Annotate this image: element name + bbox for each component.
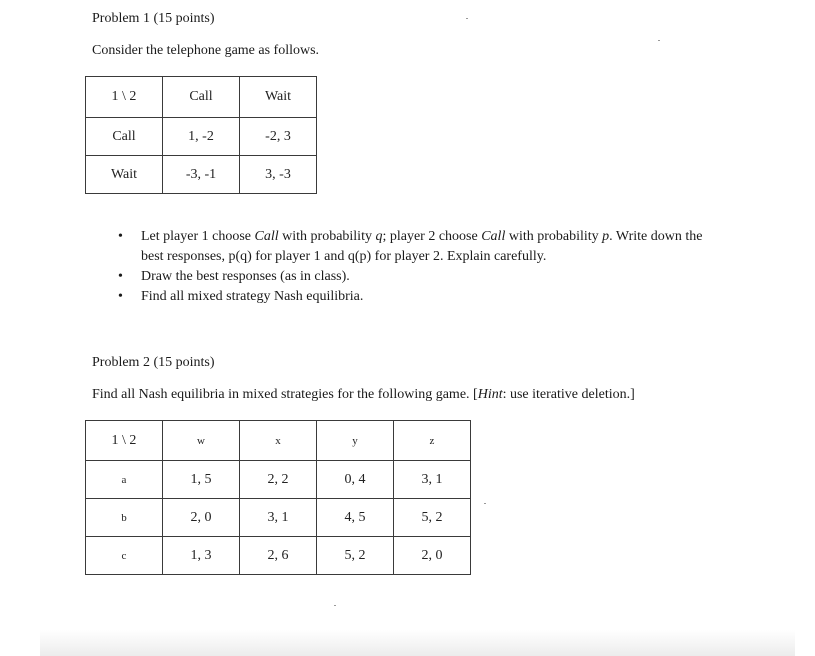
page-bottom-shadow xyxy=(40,630,795,656)
task-text-italic: p xyxy=(602,229,610,244)
task-text: ; player 2 choose xyxy=(382,229,482,244)
column-header-w: w xyxy=(163,421,240,461)
mixed-strategy-game-table xyxy=(85,420,471,575)
payoff-cell: 4, 5 xyxy=(317,499,394,537)
table-row xyxy=(86,118,317,156)
bullet-icon: • xyxy=(118,229,123,244)
telephone-game-table xyxy=(85,76,317,194)
task-text-italic: q xyxy=(375,229,383,244)
scan-speck xyxy=(334,605,336,606)
payoff-cell: 1, -2 xyxy=(163,118,240,156)
row-label-a: a xyxy=(86,461,163,499)
column-header-call: Call xyxy=(163,77,240,118)
task-text: Find all mixed strategy Nash equilibria. xyxy=(141,289,364,304)
column-header-x: x xyxy=(240,421,317,461)
hint-label: Hint xyxy=(477,387,503,402)
list-item xyxy=(118,287,728,307)
payoff-cell: 1, 5 xyxy=(163,461,240,499)
problem1-intro: Consider the telephone game as follows. xyxy=(92,43,320,58)
table-row xyxy=(86,156,317,194)
task-text: Let player 1 choose xyxy=(141,229,255,244)
intro-text: Find all Nash equilibria in mixed strategies for the following game. [ xyxy=(92,387,478,402)
payoff-cell: 5, 2 xyxy=(317,537,394,575)
scan-speck xyxy=(466,18,468,19)
row-label-c: c xyxy=(86,537,163,575)
payoff-cell: 0, 4 xyxy=(317,461,394,499)
intro-text: : use iterative deletion.] xyxy=(502,387,635,402)
scan-speck xyxy=(658,40,660,41)
payoff-cell: 2, 0 xyxy=(163,499,240,537)
payoff-cell: -3, -1 xyxy=(163,156,240,194)
payoff-cell: 2, 6 xyxy=(240,537,317,575)
row-label-b: b xyxy=(86,499,163,537)
task-text: Draw the best responses (as in class). xyxy=(141,269,350,284)
column-header-y: y xyxy=(317,421,394,461)
table-row xyxy=(86,499,471,537)
table-corner-cell: 1 \ 2 xyxy=(86,421,163,461)
table-row xyxy=(86,461,471,499)
scan-speck xyxy=(484,503,486,504)
table-row xyxy=(86,537,471,575)
bullet-icon: • xyxy=(118,289,123,304)
row-label-wait: Wait xyxy=(86,156,163,194)
table-header-row xyxy=(86,77,317,118)
payoff-cell: 3, 1 xyxy=(394,461,471,499)
problem1-title: Problem 1 (15 points) xyxy=(92,11,215,26)
table-corner-cell: 1 \ 2 xyxy=(86,77,163,118)
payoff-cell: 2, 0 xyxy=(394,537,471,575)
bullet-icon: • xyxy=(118,269,123,284)
problem2-title: Problem 2 (15 points) xyxy=(92,355,215,370)
payoff-cell: 5, 2 xyxy=(394,499,471,537)
payoff-cell: 2, 2 xyxy=(240,461,317,499)
problem2-intro xyxy=(92,387,635,403)
column-header-wait: Wait xyxy=(240,77,317,118)
column-header-z: z xyxy=(394,421,471,461)
task-text: with probability xyxy=(505,229,603,244)
list-item xyxy=(118,227,728,267)
problem1-task-list xyxy=(118,227,728,307)
table-header-row xyxy=(86,421,471,461)
task-text-italic: Call xyxy=(254,229,279,244)
task-text: . Write down the best responses, p(q) for player 1 and q(p) for player 2. Explain carefully. xyxy=(141,229,703,264)
payoff-cell: 3, 1 xyxy=(240,499,317,537)
task-text-italic: Call xyxy=(481,229,506,244)
payoff-cell: -2, 3 xyxy=(240,118,317,156)
payoff-cell: 1, 3 xyxy=(163,537,240,575)
list-item xyxy=(118,267,728,287)
payoff-cell: 3, -3 xyxy=(240,156,317,194)
row-label-call: Call xyxy=(86,118,163,156)
task-text: with probability xyxy=(278,229,376,244)
